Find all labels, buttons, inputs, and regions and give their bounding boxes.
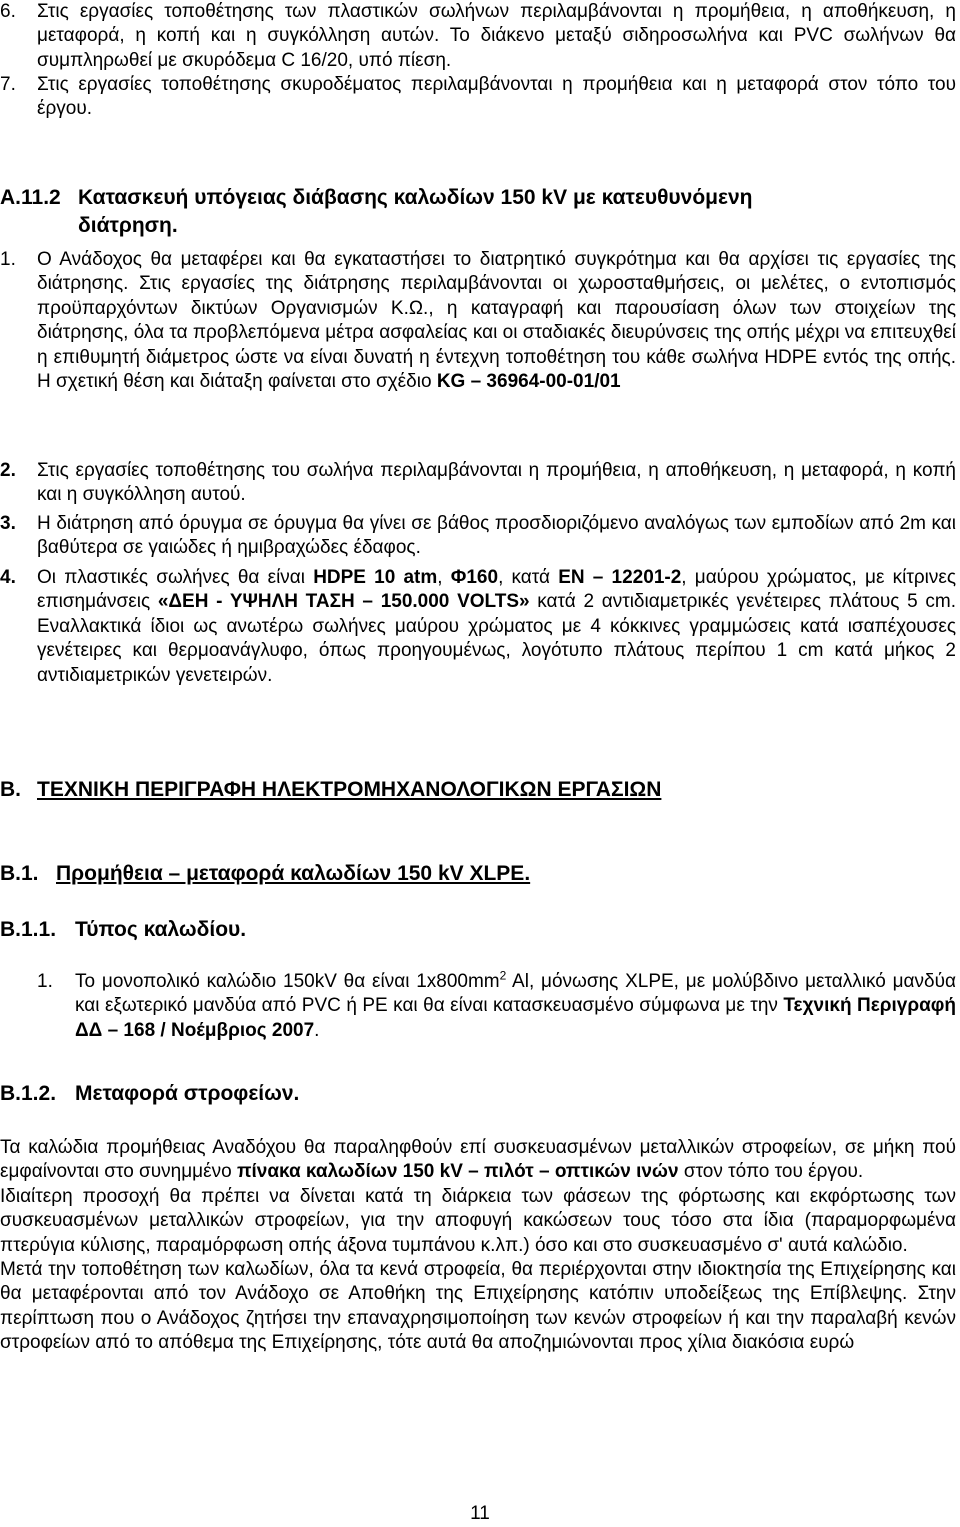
list-item-6 [0, 0, 956, 73]
section-title: Μεταφορά στροφείων. [75, 1082, 300, 1105]
b11-item-1 [0, 970, 956, 1043]
text-run: , μαύρου χρώματος, με κίτρινες επισημάνσεις [37, 567, 956, 613]
list-item-7 [0, 73, 956, 122]
section-title: Κατασκευή υπόγειας διάβασης καλωδίων 150 kV με κατευθυνόμενη [78, 186, 753, 209]
text-run: Τα καλώδια προμήθειας Αναδόχου θα παραληφθούν επί συσκευασμένων μεταλλικών στροφείων, σε μήκη πού εμφαίνονται στο συνημμένο [0, 1137, 956, 1183]
list-text: Η διάτρηση από όρυγμα σε όρυγμα θα γίνει σε βάθος προσδιοριζόμενο αναλόγως των εμποδίων από 2m και βαθύτερα σε γαιώδες ή ημιβραχώδες έδαφος. [37, 513, 956, 559]
spec-pressure: HDPE 10 atm [313, 567, 438, 588]
spec-diameter: Φ160 [450, 567, 499, 588]
superscript: 2 [499, 968, 507, 983]
section-title-cont: διάτρηση. [78, 214, 178, 237]
list-number: 3. [0, 513, 16, 534]
drawing-reference: KG – 36964-00-01/01 [436, 371, 621, 393]
text-run: Ο Ανάδοχος θα μεταφέρει και θα εγκαταστήσει το διατρητικό συγκρότημα και θα αρχίσει τις εργασίες της διάτρησης. Στις εργασίες της διάτρησης περιλαμβάνονται οι χωροσταθμήσεις, οι μελέτες, ο εντοπισμός προϋπαρχόντων δικτύων Οργανισμών Κ.Ω., η καταγραφή και παρουσίαση όλων των στοιχείων της διάτρησης, όλα τα προβλεπόμενα μέτρα ασφαλείας και οι σταδιακές διευρύνσεις της οπής μέχρι να επιτευχθεί η επιθυμητή διάμετρος ώστε να είναι δυνατή η έντεχνη τοποθέτηση του κάθε σωλήνα HDPE εντός της οπής. Η σχετική θέση και διάταξη φαίνεται στο σχέδιο [37, 249, 956, 393]
text-run: , κατά [498, 567, 559, 588]
text-run: Al, μόνωσης XLPE, με μολύβδινο μεταλλικό μανδύα και εξωτερικό μανδύα από PVC ή PE και θα είναι κατασκευασμένο σύμφωνα με την [75, 971, 956, 1017]
section-title: Προμήθεια – μεταφορά καλωδίων 150 kV XLPE. [56, 862, 531, 885]
list-text: Στις εργασίες τοποθέτησης του σωλήνα περιλαμβάνονται η προμήθεια, η αποθήκευση, η μεταφορά, η κοπή και η συγκόλληση αυτού. [37, 460, 956, 506]
a11-item-2 [0, 459, 956, 508]
a11-item-4 [0, 566, 956, 688]
a11-item-3 [0, 512, 956, 561]
text-run: Το μονοπολικό καλώδιο 150kV θα είναι 1x800mm [75, 971, 500, 992]
paragraph: Ιδιαίτερη προσοχή θα πρέπει να δίνεται κατά τη διάρκεια των φάσεων της φόρτωσης και εκφόρτωσης των συσκευασμένων μεταλλικών στροφείων, για την αποφυγή κακώσεων τους τόσο στα ίδια (παραμορφωμένα πτερύγια κύλισης, παραμόρφωση οπής άξονα τυμπάνου κ.λπ.) όσο και στο συσκευασμένο σ' αυτά καλώδιο. [0, 1185, 956, 1256]
paragraph: Μετά την τοποθέτηση των καλωδίων, όλα τα κενά στροφεία, θα περιέρχονται στην ιδιοκτησία της Επιχείρησης και θα μεταφέρονται από τον Ανάδοχο σε Αποθήκη της Επιχείρησης κατόπιν υποδείξεως της Επίβλεψης. Στην περίπτωση που ο Ανάδοχος ζητήσει την επαναχρησιμοποίηση των κενών στροφείων ή και την παραλαβή κενών στροφείων από το απόθεμα της Επιχείρησης, τότε αυτά θα αποζημιώνονται προς χίλια διακόσια ευρώ [0, 1259, 956, 1354]
text-run: . [314, 1019, 320, 1041]
spec-marking: «ΔΕΗ - ΥΨΗΛΗ ΤΑΣΗ – 150.000 VOLTS» [157, 591, 530, 613]
spec-standard: ΕΝ – 12201-2 [558, 567, 682, 588]
list-text [37, 248, 956, 394]
text-run: κατά 2 αντιδιαμετρικές γενέτειρες πλάτους 5 cm. Εναλλακτικά ίδιοι ως ανωτέρω σωλήνες μαύρου χρώματος με 4 κόκκινες γραμμώσεις κατά ισαπέχουσες γενέτειρες και θερμοανάγλυφο, όπως προηγουμένως, λογότυπο πλάτους περίπου 1 cm κατά μήκος 2 αντιδιαμετρικών γενετειρών. [37, 591, 957, 686]
table-reference: πίνακα καλωδίων 150 kV – πιλότ – οπτικών ινών [236, 1161, 679, 1183]
b12-body [0, 1136, 956, 1356]
section-title: Τύπος καλωδίου. [75, 918, 247, 941]
list-text [37, 566, 956, 688]
section-number: Β.1.2. [0, 1082, 57, 1105]
section-number: Β. [0, 778, 21, 801]
section-heading-b1-2 [0, 1080, 956, 1108]
section-heading-b1-1 [0, 916, 956, 944]
section-heading-b1 [0, 860, 956, 888]
section-number: Β.1.1. [0, 918, 57, 941]
a11-item-1 [0, 248, 956, 394]
text-run: στον τόπο του έργου. [678, 1161, 864, 1183]
list-number: 1. [37, 971, 53, 992]
section-heading-a11-2 [0, 184, 956, 240]
list-number: 4. [0, 567, 16, 588]
list-text: Στις εργασίες τοποθέτησης των πλαστικών σωλήνων περιλαμβάνονται η προμήθεια, η αποθήκευση, η μεταφορά, η κοπή και η συγκόλληση αυτών. Το διάκενο μεταξύ σιδηροσωλήνα και PVC σωλήνων θα συμπληρωθεί με σκυρόδεμα C 16/20, υπό πίεση. [37, 1, 956, 71]
paragraph [0, 1136, 956, 1185]
page-number: 11 [470, 1503, 490, 1524]
section-title: ΤΕΧΝΙΚΗ ΠΕΡΙΓΡΑΦΗ ΗΛΕΚΤΡΟΜΗΧΑΝΟΛΟΓΙΚΩΝ ΕΡΓΑΣΙΩΝ [37, 778, 662, 801]
spec-reference: Τεχνική Περιγραφή ΔΔ – 168 / Νοέμβριος 2007 [75, 995, 956, 1041]
section-number: Β.1. [0, 862, 39, 885]
list-number: 1. [0, 249, 16, 270]
section-number: Α.11.2 [0, 186, 61, 209]
text-run: Οι πλαστικές σωλήνες θα είναι [37, 567, 314, 588]
list-text [75, 970, 956, 1043]
list-number: 2. [0, 460, 16, 481]
section-heading-b [0, 776, 956, 804]
list-text: Στις εργασίες τοποθέτησης σκυροδέματος περιλαμβάνονται η προμήθεια και η μεταφορά στον τόπο του έργου. [37, 74, 956, 120]
list-number: 6. [0, 1, 16, 22]
text-run: , [437, 567, 451, 588]
list-number: 7. [0, 74, 16, 95]
